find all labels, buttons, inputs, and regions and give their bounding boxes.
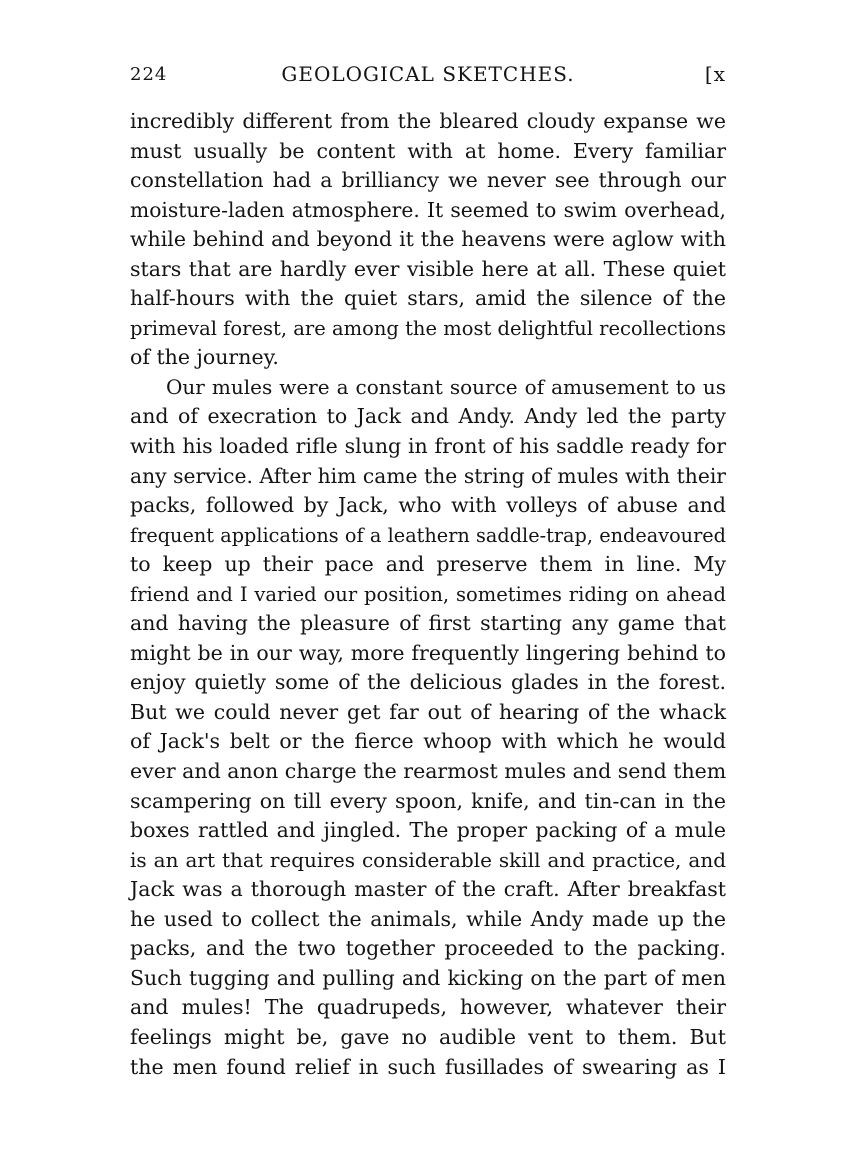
- text-line: enjoy quietly some of the delicious glades in the forest.: [130, 670, 726, 695]
- text-line: moisture-laden atmosphere. It seemed to swim overhead,: [130, 197, 726, 222]
- text-line: packs, followed by Jack, who with volleys of abuse and: [130, 493, 726, 518]
- text-line: frequent applications of a leathern saddle-trap, endeavoured: [130, 523, 726, 547]
- text-line: scampering on till every spoon, knife, and tin-can in the: [130, 788, 726, 813]
- text-line: must usually be content with at home. Every familiar: [130, 138, 726, 163]
- text-line: of the journey.: [130, 345, 279, 370]
- text-line: he used to collect the animals, while Andy made up the: [130, 906, 726, 931]
- text-line: friend and I varied our position, sometimes riding on ahead: [130, 582, 726, 606]
- text-line: any service. After him came the string of mules with their: [130, 463, 726, 488]
- text-line: Our mules were a constant source of amusement to us: [166, 374, 726, 399]
- text-line: and having the pleasure of first starting any game that: [130, 611, 726, 636]
- page-number: 224: [130, 64, 168, 85]
- running-title: GEOLOGICAL SKETCHES.: [281, 62, 575, 86]
- text-line: to keep up their pace and preserve them in line. My: [130, 552, 726, 577]
- text-line: Jack was a thorough master of the craft. After breakfast: [130, 877, 726, 902]
- text-line: and mules! The quadrupeds, however, whatever their: [130, 995, 726, 1020]
- text-line: is an art that requires considerable skill and practice, and: [130, 847, 726, 872]
- text-line: stars that are hardly ever visible here at all. These quiet: [130, 256, 726, 281]
- text-line: with his loaded rifle slung in front of his saddle ready for: [130, 434, 726, 459]
- chapter-mark: [x: [704, 62, 726, 86]
- running-head: [130, 60, 726, 90]
- text-line: feelings might be, gave no audible vent to them. But: [130, 1024, 726, 1049]
- text-line: might be in our way, more frequently lingering behind to: [130, 640, 726, 665]
- text-line: ever and anon charge the rearmost mules and send them: [130, 759, 727, 784]
- text-line: boxes rattled and jingled. The proper packing of a mule: [130, 818, 726, 843]
- paragraph-mules: [130, 373, 726, 1082]
- text-line: packs, and the two together proceeded to the packing.: [130, 936, 726, 961]
- text-line: the men found relief in such fusillades of swearing as I: [130, 1054, 726, 1079]
- text-line: and of execration to Jack and Andy. Andy led the party: [130, 404, 726, 429]
- body-text: [130, 107, 726, 1082]
- text-line: But we could never get far out of hearing of the whack: [130, 699, 726, 724]
- text-line: while behind and beyond it the heavens were aglow with: [130, 227, 726, 252]
- paragraph-continued: [130, 107, 726, 373]
- text-line: primeval forest, are among the most delightful recollections: [130, 316, 726, 340]
- text-line: of Jack's belt or the fierce whoop with which he would: [130, 729, 726, 754]
- text-line: incredibly different from the bleared cloudy expanse we: [130, 109, 726, 133]
- text-line: half-hours with the quiet stars, amid the silence of the: [130, 286, 726, 311]
- text-line: constellation had a brilliancy we never see through our: [130, 168, 726, 193]
- text-line: Such tugging and pulling and kicking on the part of men: [130, 965, 726, 990]
